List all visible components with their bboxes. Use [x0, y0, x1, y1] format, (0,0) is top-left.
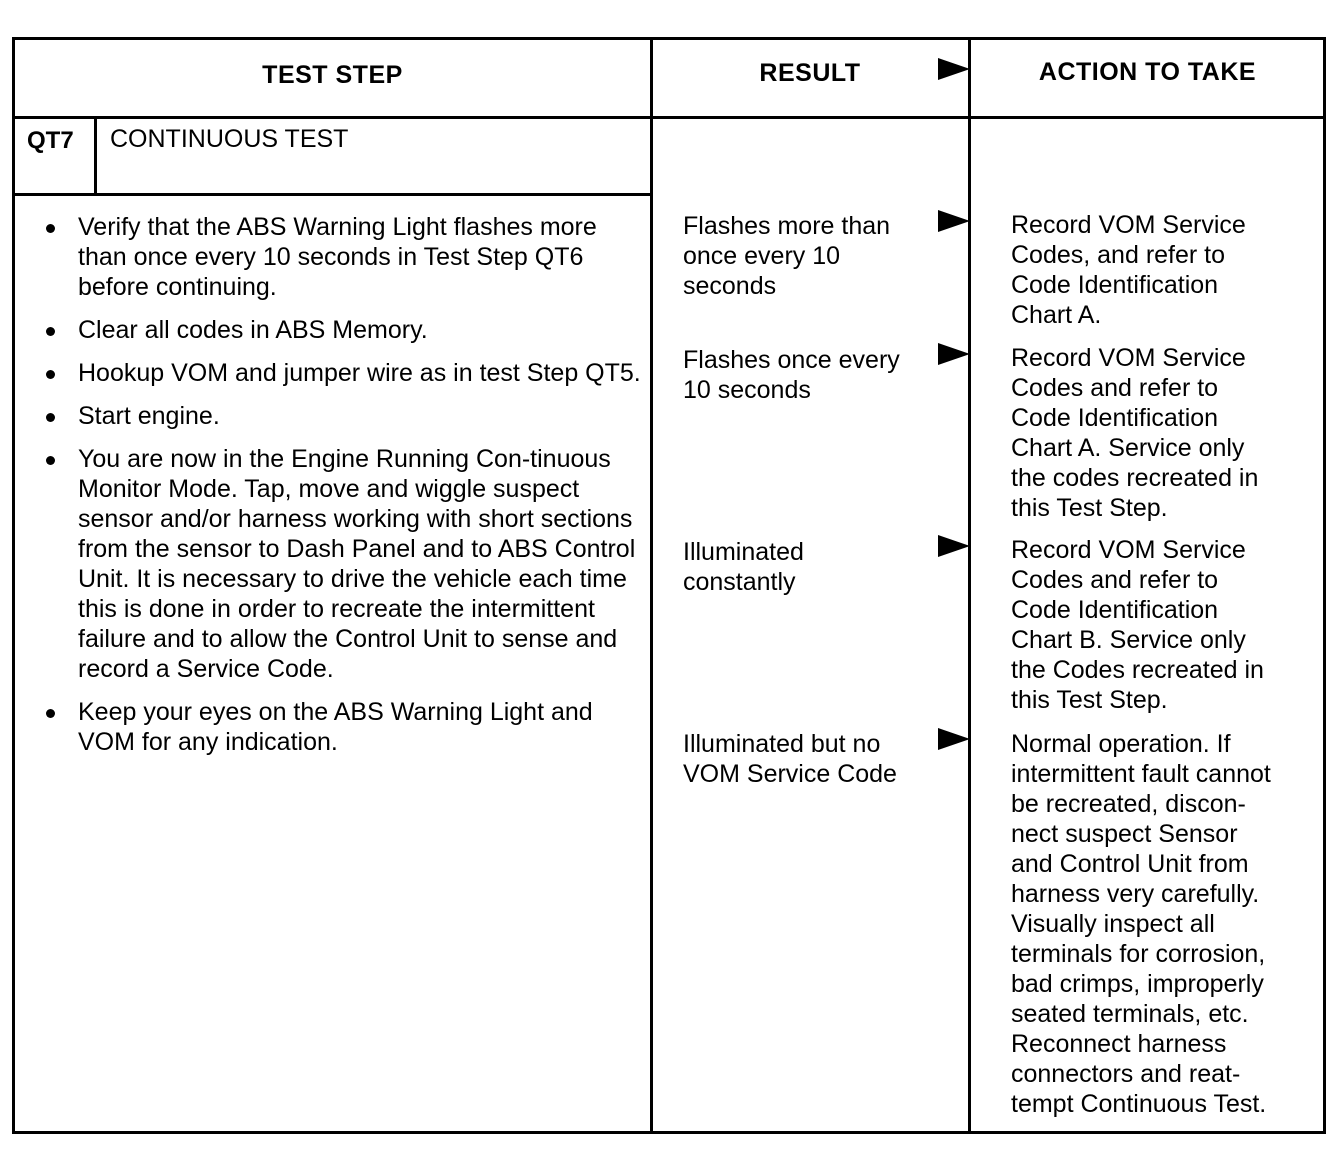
step-title: CONTINUOUS TEST [110, 125, 349, 153]
header-rule [12, 116, 1326, 119]
header-arrow-icon [938, 58, 970, 80]
action-text: Normal operation. If intermittent fault cannot be recreated, discon- nect suspect Sensor and Control Unit from harness very carefully. Visually inspect all terminals for corrosion, bad crimps, improperly seated terminals, etc. Reconnect harness connectors and reat- tempt Continuous Test. [1011, 730, 1271, 1118]
result-arrow-icon [938, 210, 970, 232]
column-divider-result [650, 37, 653, 1134]
step-title-rule [12, 193, 653, 196]
header-test-step: TEST STEP [262, 61, 403, 89]
test-step-instructions [44, 212, 644, 770]
bullet-icon [46, 413, 55, 422]
action-text: Record VOM Service Codes and refer to Code Identification Chart A. Service only the codes recreated in this Test Step. [1011, 344, 1259, 522]
instruction-item: Hookup VOM and jumper wire as in test Step QT5. [44, 358, 644, 388]
bullet-icon [46, 709, 55, 718]
column-divider-action [968, 37, 971, 1134]
bullet-icon [46, 327, 55, 336]
bullet-icon [46, 456, 55, 465]
result-text: Flashes once every 10 seconds [683, 346, 900, 404]
action-text: Record VOM Service Codes, and refer to Code Identification Chart A. [1011, 211, 1246, 329]
step-id: QT7 [27, 127, 74, 154]
instruction-item: Clear all codes in ABS Memory. [44, 315, 644, 345]
result-arrow-icon [938, 343, 970, 365]
bullet-icon [46, 224, 55, 233]
step-id-divider [94, 116, 97, 195]
result-text: Illuminated constantly [683, 538, 804, 596]
header-result: RESULT [759, 59, 861, 87]
result-arrow-icon [938, 535, 970, 557]
instruction-item: You are now in the Engine Running Con-tinuous Monitor Mode. Tap, move and wiggle suspect sensor and/or harness working with short sections from the sensor to Dash Panel and to ABS Control Unit. It is necessary to drive the vehicle each time this is done in order to recreate the intermittent failure and to allow the Control Unit to sense and record a Service Code. [44, 444, 644, 684]
bullet-icon [46, 370, 55, 379]
instruction-item: Verify that the ABS Warning Light flashes more than once every 10 seconds in Test Step QT6 before continuing. [44, 212, 644, 302]
instruction-item: Start engine. [44, 401, 644, 431]
result-arrow-icon [938, 728, 970, 750]
instruction-item: Keep your eyes on the ABS Warning Light and VOM for any indication. [44, 697, 644, 757]
result-text: Flashes more than once every 10 seconds [683, 212, 891, 300]
result-text: Illuminated but no VOM Service Code [683, 730, 897, 788]
header-action: ACTION TO TAKE [1038, 58, 1257, 86]
action-text: Record VOM Service Codes and refer to Code Identification Chart B. Service only the Codes recreated in this Test Step. [1011, 536, 1264, 714]
